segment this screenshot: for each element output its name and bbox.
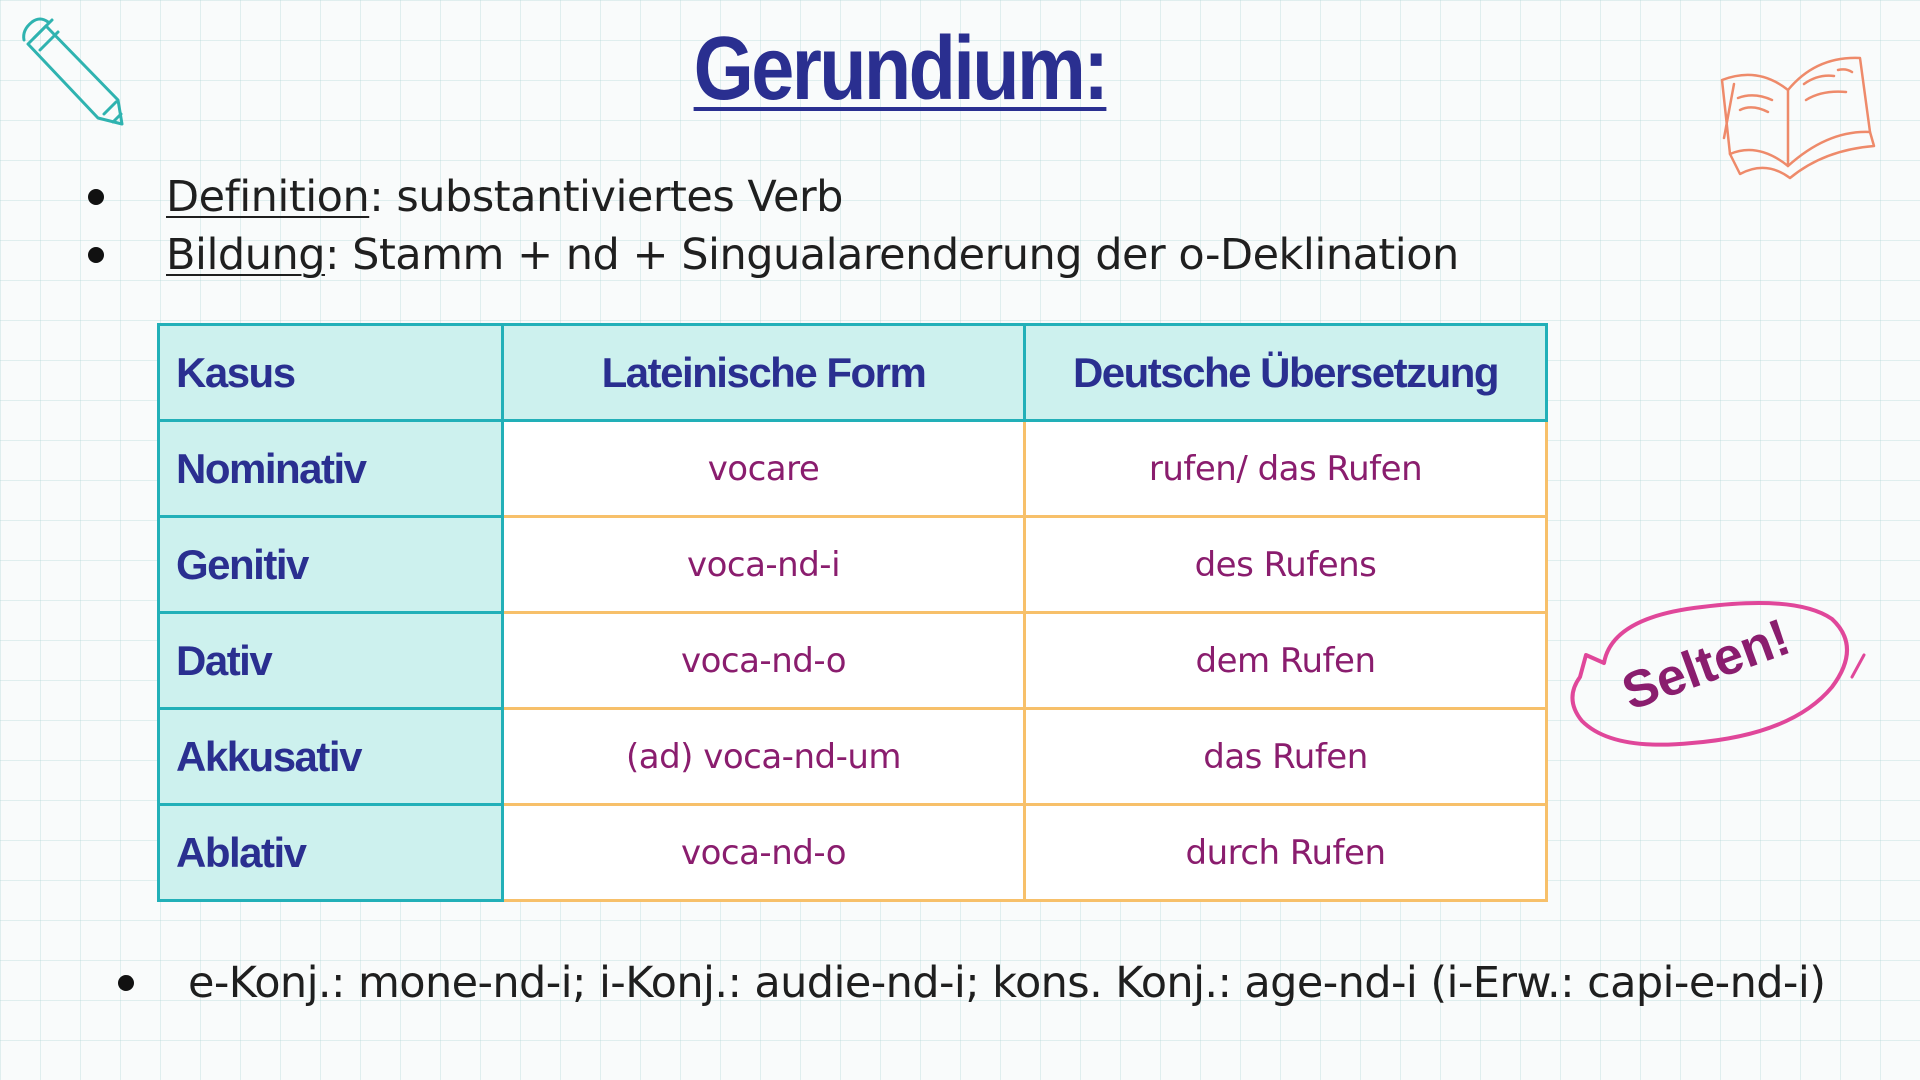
bullet-text: : substantiviertes Verb bbox=[369, 172, 843, 222]
latin-cell: (ad) voca-nd-um bbox=[503, 709, 1025, 805]
latin-cell: voca-nd-o bbox=[503, 805, 1025, 901]
table-row bbox=[159, 421, 1547, 517]
table-row bbox=[159, 517, 1547, 613]
kasus-cell: Dativ bbox=[159, 613, 503, 709]
gerundium-table bbox=[157, 323, 1548, 902]
deutsch-cell: dem Rufen bbox=[1025, 613, 1547, 709]
latin-cell: vocare bbox=[503, 421, 1025, 517]
deutsch-cell: des Rufens bbox=[1025, 517, 1547, 613]
bullet-list bbox=[88, 168, 1588, 284]
deutsch-cell: durch Rufen bbox=[1025, 805, 1547, 901]
bullet-term: Definition bbox=[166, 172, 370, 222]
kasus-cell: Nominativ bbox=[159, 421, 503, 517]
bottom-bullet bbox=[118, 958, 1825, 1008]
header-deutsche-uebersetzung: Deutsche Übersetzung bbox=[1025, 325, 1547, 421]
book-icon bbox=[1718, 40, 1878, 180]
table-row bbox=[159, 805, 1547, 901]
header-lateinische-form: Lateinische Form bbox=[503, 325, 1025, 421]
bullet-text: : Stamm + nd + Singualarenderung der o-Deklination bbox=[325, 230, 1459, 280]
pencil-icon bbox=[18, 14, 128, 129]
bottom-note-text: e-Konj.: mone-nd-i; i-Konj.: audie-nd-i; kons. Konj.: age-nd-i (i-Erw.: capi-e-nd-i) bbox=[188, 958, 1826, 1008]
bullet-bildung bbox=[88, 226, 1588, 284]
table-row bbox=[159, 613, 1547, 709]
latin-cell: voca-nd-i bbox=[503, 517, 1025, 613]
kasus-cell: Ablativ bbox=[159, 805, 503, 901]
deutsch-cell: rufen/ das Rufen bbox=[1025, 421, 1547, 517]
bullet-term: Bildung bbox=[166, 230, 325, 280]
latin-cell: voca-nd-o bbox=[503, 613, 1025, 709]
kasus-cell: Akkusativ bbox=[159, 709, 503, 805]
bullet-definition bbox=[88, 168, 1588, 226]
deutsch-cell: das Rufen bbox=[1025, 709, 1547, 805]
table-header-row bbox=[159, 325, 1547, 421]
note-text: Selten! bbox=[1614, 608, 1798, 722]
table-row bbox=[159, 709, 1547, 805]
accent-tick-icon bbox=[1852, 655, 1864, 677]
bullet-dot bbox=[88, 247, 104, 263]
bullet-dot bbox=[88, 189, 104, 205]
selten-speech-bubble bbox=[1552, 595, 1882, 775]
header-kasus: Kasus bbox=[159, 325, 503, 421]
bullet-dot bbox=[118, 975, 134, 991]
page-title: Gerundium: bbox=[693, 19, 1107, 119]
kasus-cell: Genitiv bbox=[159, 517, 503, 613]
